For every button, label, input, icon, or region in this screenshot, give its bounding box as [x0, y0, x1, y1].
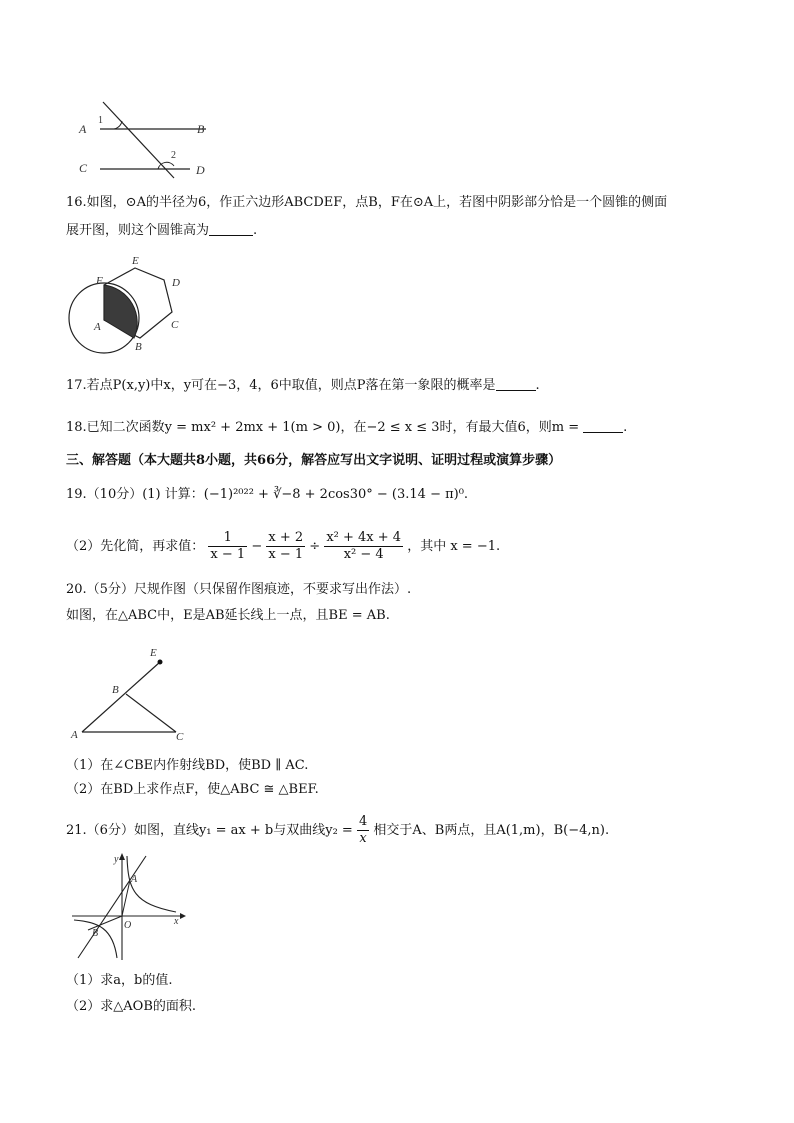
label-b: B: [197, 122, 205, 136]
figure-parallel-lines: [70, 96, 230, 182]
answer-blank: [209, 223, 253, 236]
fraction-1-num: 1: [208, 530, 247, 547]
section-3-title: 三、解答题（本大题共8小题，共66分，解答应写出文字说明、证明过程或演算步骤）: [66, 453, 562, 468]
fraction-3: [324, 530, 403, 563]
q20-sub1: （1）在∠CBE内作射线BD，使BD ∥ AC.: [66, 758, 309, 773]
fraction-1-den: x − 1: [210, 547, 246, 562]
divide-sign: ÷: [309, 538, 321, 554]
q17-text: 17.若点P(x,y)中x，y可在−3，4，6中取值，则点P落在第一象限的概率是: [66, 378, 496, 393]
fraction-3-den: x² − 4: [343, 547, 384, 562]
q18-text: 18.已知二次函数y = mx² + 2mx + 1(m > 0)，在−2 ≤ x ≤ 3时，有最大值6，则m =: [66, 420, 580, 435]
q17: [66, 377, 540, 395]
q19-p1-expr: (−1)²⁰²² + ∛−8 + 2cos30° − (3.14 − π)⁰.: [203, 487, 469, 502]
q21-sub1: （1）求a，b的值.: [66, 973, 173, 988]
label-c: C: [79, 161, 88, 175]
q19-part1: [66, 486, 468, 504]
figure-triangle: [66, 643, 196, 747]
label-d: D: [172, 277, 180, 289]
q19-p2-prefix: （2）先化简，再求值：: [66, 538, 205, 554]
fraction-2: [266, 530, 305, 563]
q21-suffix: 相交于A、B两点，且A(1,m)，B(−4,n).: [373, 822, 610, 838]
label-y: y: [114, 854, 119, 865]
fraction-2-num: x + 2: [268, 530, 304, 545]
label-c: C: [176, 731, 184, 743]
label-a: A: [71, 729, 78, 741]
fraction-1: [208, 530, 247, 563]
minus-sign: −: [251, 538, 263, 554]
q16-line2: [66, 222, 257, 240]
fraction-den: x: [359, 831, 367, 846]
fraction-4-over-x: [357, 814, 369, 847]
q16-end: .: [253, 223, 258, 238]
answer-blank: [583, 420, 623, 433]
label-a: A: [131, 874, 138, 885]
q16-text: 展开图，则这个圆锥高为: [66, 223, 210, 238]
q18: [66, 419, 627, 437]
label-b: B: [112, 684, 119, 696]
fraction-2-den: x − 1: [268, 547, 304, 562]
label-o: O: [124, 920, 132, 931]
q20-sub2: （2）在BD上求作点F，使△ABC ≅ △BEF.: [66, 782, 319, 797]
angle-2-label: 2: [171, 150, 176, 161]
q20-line1: 20.（5分）尺规作图（只保留作图痕迹，不要求写出作法）.: [66, 582, 412, 597]
q18-end: .: [623, 420, 628, 435]
label-e: E: [150, 647, 157, 659]
label-c: C: [171, 319, 179, 331]
fraction-num: 4: [358, 814, 368, 829]
angle-1-label: 1: [98, 115, 103, 126]
answer-blank: [496, 378, 536, 391]
figure-circle-hexagon: [62, 250, 202, 358]
label-e: E: [132, 255, 139, 267]
fraction-3-num: x² + 4x + 4: [326, 530, 402, 545]
label-a: A: [79, 122, 87, 136]
label-a: A: [94, 321, 101, 333]
q21-sub2: （2）求△AOB的面积.: [66, 999, 197, 1014]
label-d: D: [196, 163, 205, 177]
q19-p1-prefix: 19.（10分）(1) 计算：: [66, 487, 204, 502]
q21-stem: [66, 814, 609, 847]
q19-p2-suffix: ，其中 x = −1.: [407, 538, 501, 554]
q19-part2: [66, 530, 500, 563]
figure-line-hyperbola: [68, 850, 188, 964]
q20-line2: 如图，在△ABC中，E是AB延长线上一点，且BE = AB.: [66, 608, 390, 623]
q17-end: .: [535, 378, 540, 393]
q16-line1: 16.如图，⊙A的半径为6，作正六边形ABCDEF，点B，F在⊙A上，若图中阴影部分恰是一个圆锥的侧面: [66, 195, 668, 210]
label-b: B: [92, 928, 99, 939]
label-x: x: [174, 916, 179, 927]
label-f: F: [96, 275, 103, 287]
q21-prefix: 21.（6分）如图，直线y₁ = ax + b与双曲线y₂ =: [66, 822, 353, 838]
label-b: B: [135, 341, 142, 353]
